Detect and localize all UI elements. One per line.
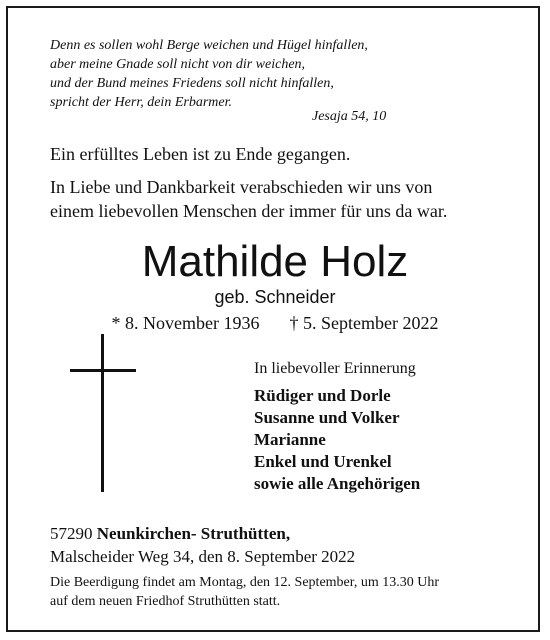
life-dates: [0, 311, 550, 335]
death-date: † 5. September 2022: [289, 313, 439, 333]
verse-line: aber meine Gnade soll nicht von dir weichen,: [50, 57, 306, 72]
birth-name: geb. Schneider: [214, 287, 336, 307]
verse-reference: Jesaja 54, 10: [312, 109, 387, 124]
address-town-line: [50, 522, 355, 545]
funeral-line: Die Beerdigung findet am Montag, den 12. September, um 13.30 Uhr: [50, 575, 440, 590]
verse-line: spricht der Herr, dein Erbarmer.: [50, 95, 232, 110]
intro-text: Ein erfülltes Leben ist zu Ende gegangen.: [50, 144, 351, 164]
memory-line: In liebevoller Erinnerung: [254, 360, 416, 377]
address-block: [50, 522, 355, 568]
deceased-name: Mathilde Holz: [141, 237, 409, 286]
mourner-name: Marianne: [254, 430, 326, 449]
mourners-list: [254, 385, 420, 495]
town-name: Neunkirchen- Struthütten,: [96, 524, 291, 543]
funeral-line: auf dem neuen Friedhof Struthütten statt.: [50, 594, 281, 609]
bible-verse: [50, 36, 470, 112]
farewell-line: In Liebe und Dankbarkeit verabschieden wir uns von: [50, 177, 433, 197]
funeral-notice: [50, 573, 439, 611]
mourner-name: Enkel und Urenkel: [254, 452, 392, 471]
address-street-date: Malscheider Weg 34, den 8. September 2022: [50, 547, 356, 566]
farewell-text: [50, 175, 520, 223]
verse-line: Denn es sollen wohl Berge weichen und Hügel hinfallen,: [50, 38, 368, 53]
postal-code: 57290: [50, 524, 93, 543]
birth-date: * 8. November 1936: [111, 313, 260, 333]
verse-line: und der Bund meines Friedens soll nicht hinfallen,: [50, 76, 334, 91]
mourner-name: Susanne und Volker: [254, 408, 400, 427]
mourner-name: sowie alle Angehörigen: [254, 474, 421, 493]
farewell-line: einem liebevollen Menschen der immer für uns da war.: [50, 201, 448, 221]
mourner-name: Rüdiger und Dorle: [254, 386, 391, 405]
